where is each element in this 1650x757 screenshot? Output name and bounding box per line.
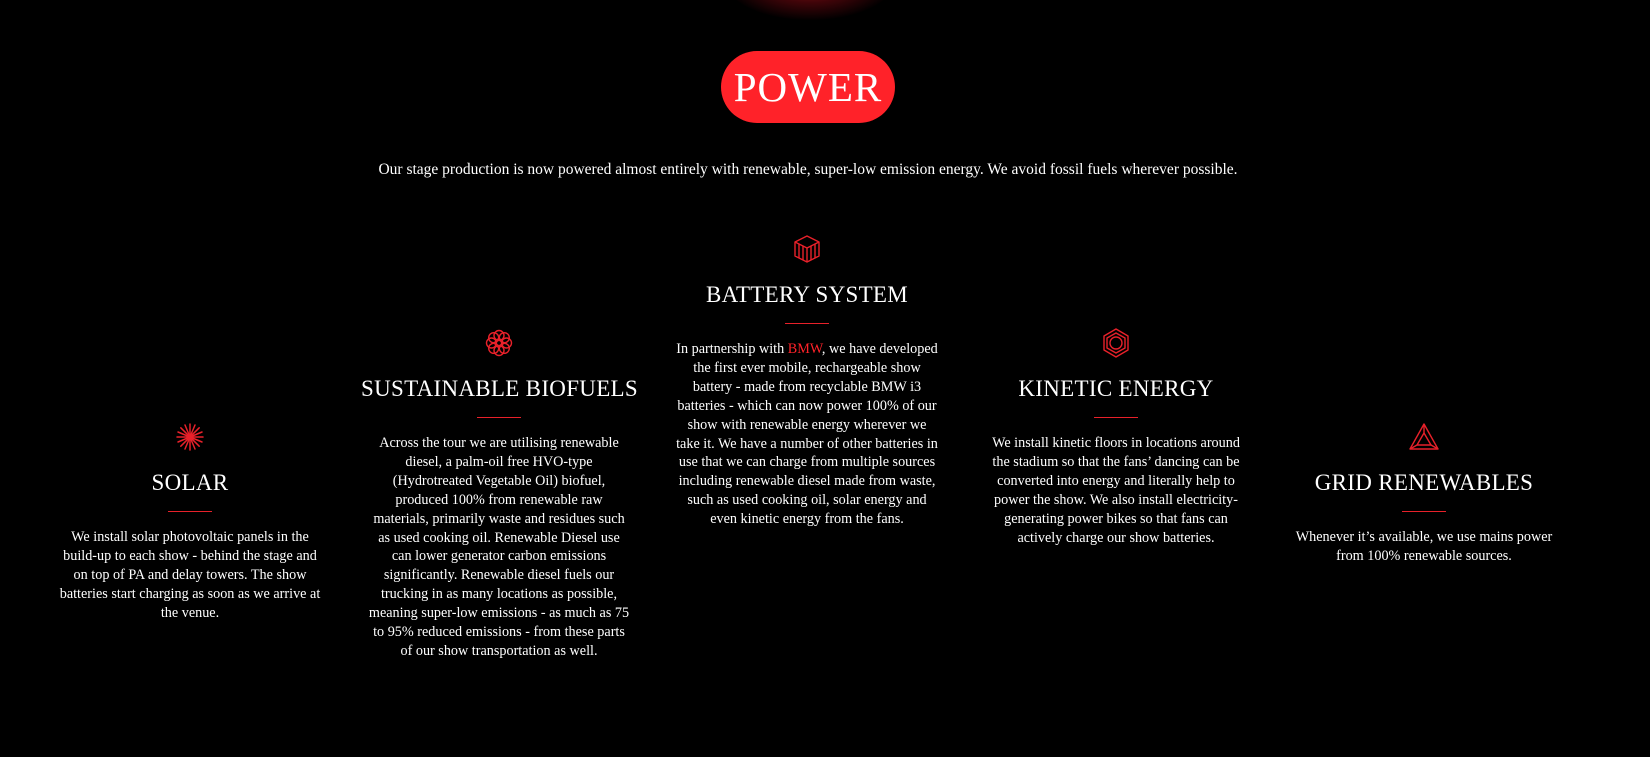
sunburst-icon [174, 421, 206, 453]
battery-description-start: In partnership with [676, 341, 788, 357]
kinetic-section [978, 327, 1254, 547]
battery-cube-icon [791, 233, 823, 265]
kinetic-description: We install kinetic floors in locations around the stadium so that the fans’ dancing can be converted into energy and literally help to power the show. We also install electricity-generating power bikes so that fans can actively charge our show batteries. [992, 435, 1240, 546]
battery-description [669, 340, 945, 529]
page-title: POWER [733, 64, 883, 110]
grid-heading: GRID RENEWABLES [1314, 470, 1534, 495]
flower-icon [483, 327, 515, 359]
solar-section [52, 421, 328, 623]
power-title-badge [721, 51, 895, 123]
biofuels-heading: SUSTAINABLE BIOFUELS [361, 376, 638, 401]
divider [477, 417, 521, 418]
divider [785, 323, 829, 324]
kinetic-heading: KINETIC ENERGY [1018, 376, 1214, 401]
top-red-glow [725, 0, 895, 20]
divider [1094, 417, 1138, 418]
divider [168, 511, 212, 512]
battery-heading: BATTERY SYSTEM [705, 282, 909, 307]
divider [1402, 511, 1446, 512]
hexagon-icon [1100, 327, 1132, 359]
biofuels-section [361, 327, 637, 661]
solar-description: We install solar photovoltaic panels in the build-up to each show - behind the stage and on top of PA and delay towers. The show batteries start charging as soon as we arrive at the venue. [59, 529, 321, 621]
grid-description: Whenever it’s available, we use mains power from 100% renewable sources. [1295, 529, 1553, 564]
solar-heading: SOLAR [151, 470, 229, 495]
grid-section [1286, 421, 1562, 566]
battery-section [669, 233, 945, 529]
battery-description-rest: , we have developed the first ever mobile, rechargeable show battery - made from recyclable BMW i3 batteries - which can now power 100% of our show with renewable energy wherever we take it. We have a number of other batteries in use that we can charge from multiple sources including renewable diesel made from waste, such as used cooking oil, solar energy and even kinetic energy from the fans. [676, 341, 938, 528]
intro-text: Our stage production is now powered almost entirely with renewable, super-low emission energy. We avoid fossil fuels wherever possible. [378, 161, 1238, 178]
biofuels-description: Across the tour we are utilising renewable diesel, a palm-oil free HVO-type (Hydrotreated Vegetable Oil) biofuel, produced 100% from renewable raw materials, primarily waste and residues such as used cooking oil. Renewable Diesel use can lower generator carbon emissions significantly. Renewable diesel fuels our trucking in as many locations as possible, meaning super-low emissions - as much as 75 to 95% reduced emissions - from these parts of our show transportation as well. [368, 435, 630, 659]
bmw-link[interactable]: BMW [787, 341, 822, 357]
triangle-icon [1408, 421, 1440, 453]
